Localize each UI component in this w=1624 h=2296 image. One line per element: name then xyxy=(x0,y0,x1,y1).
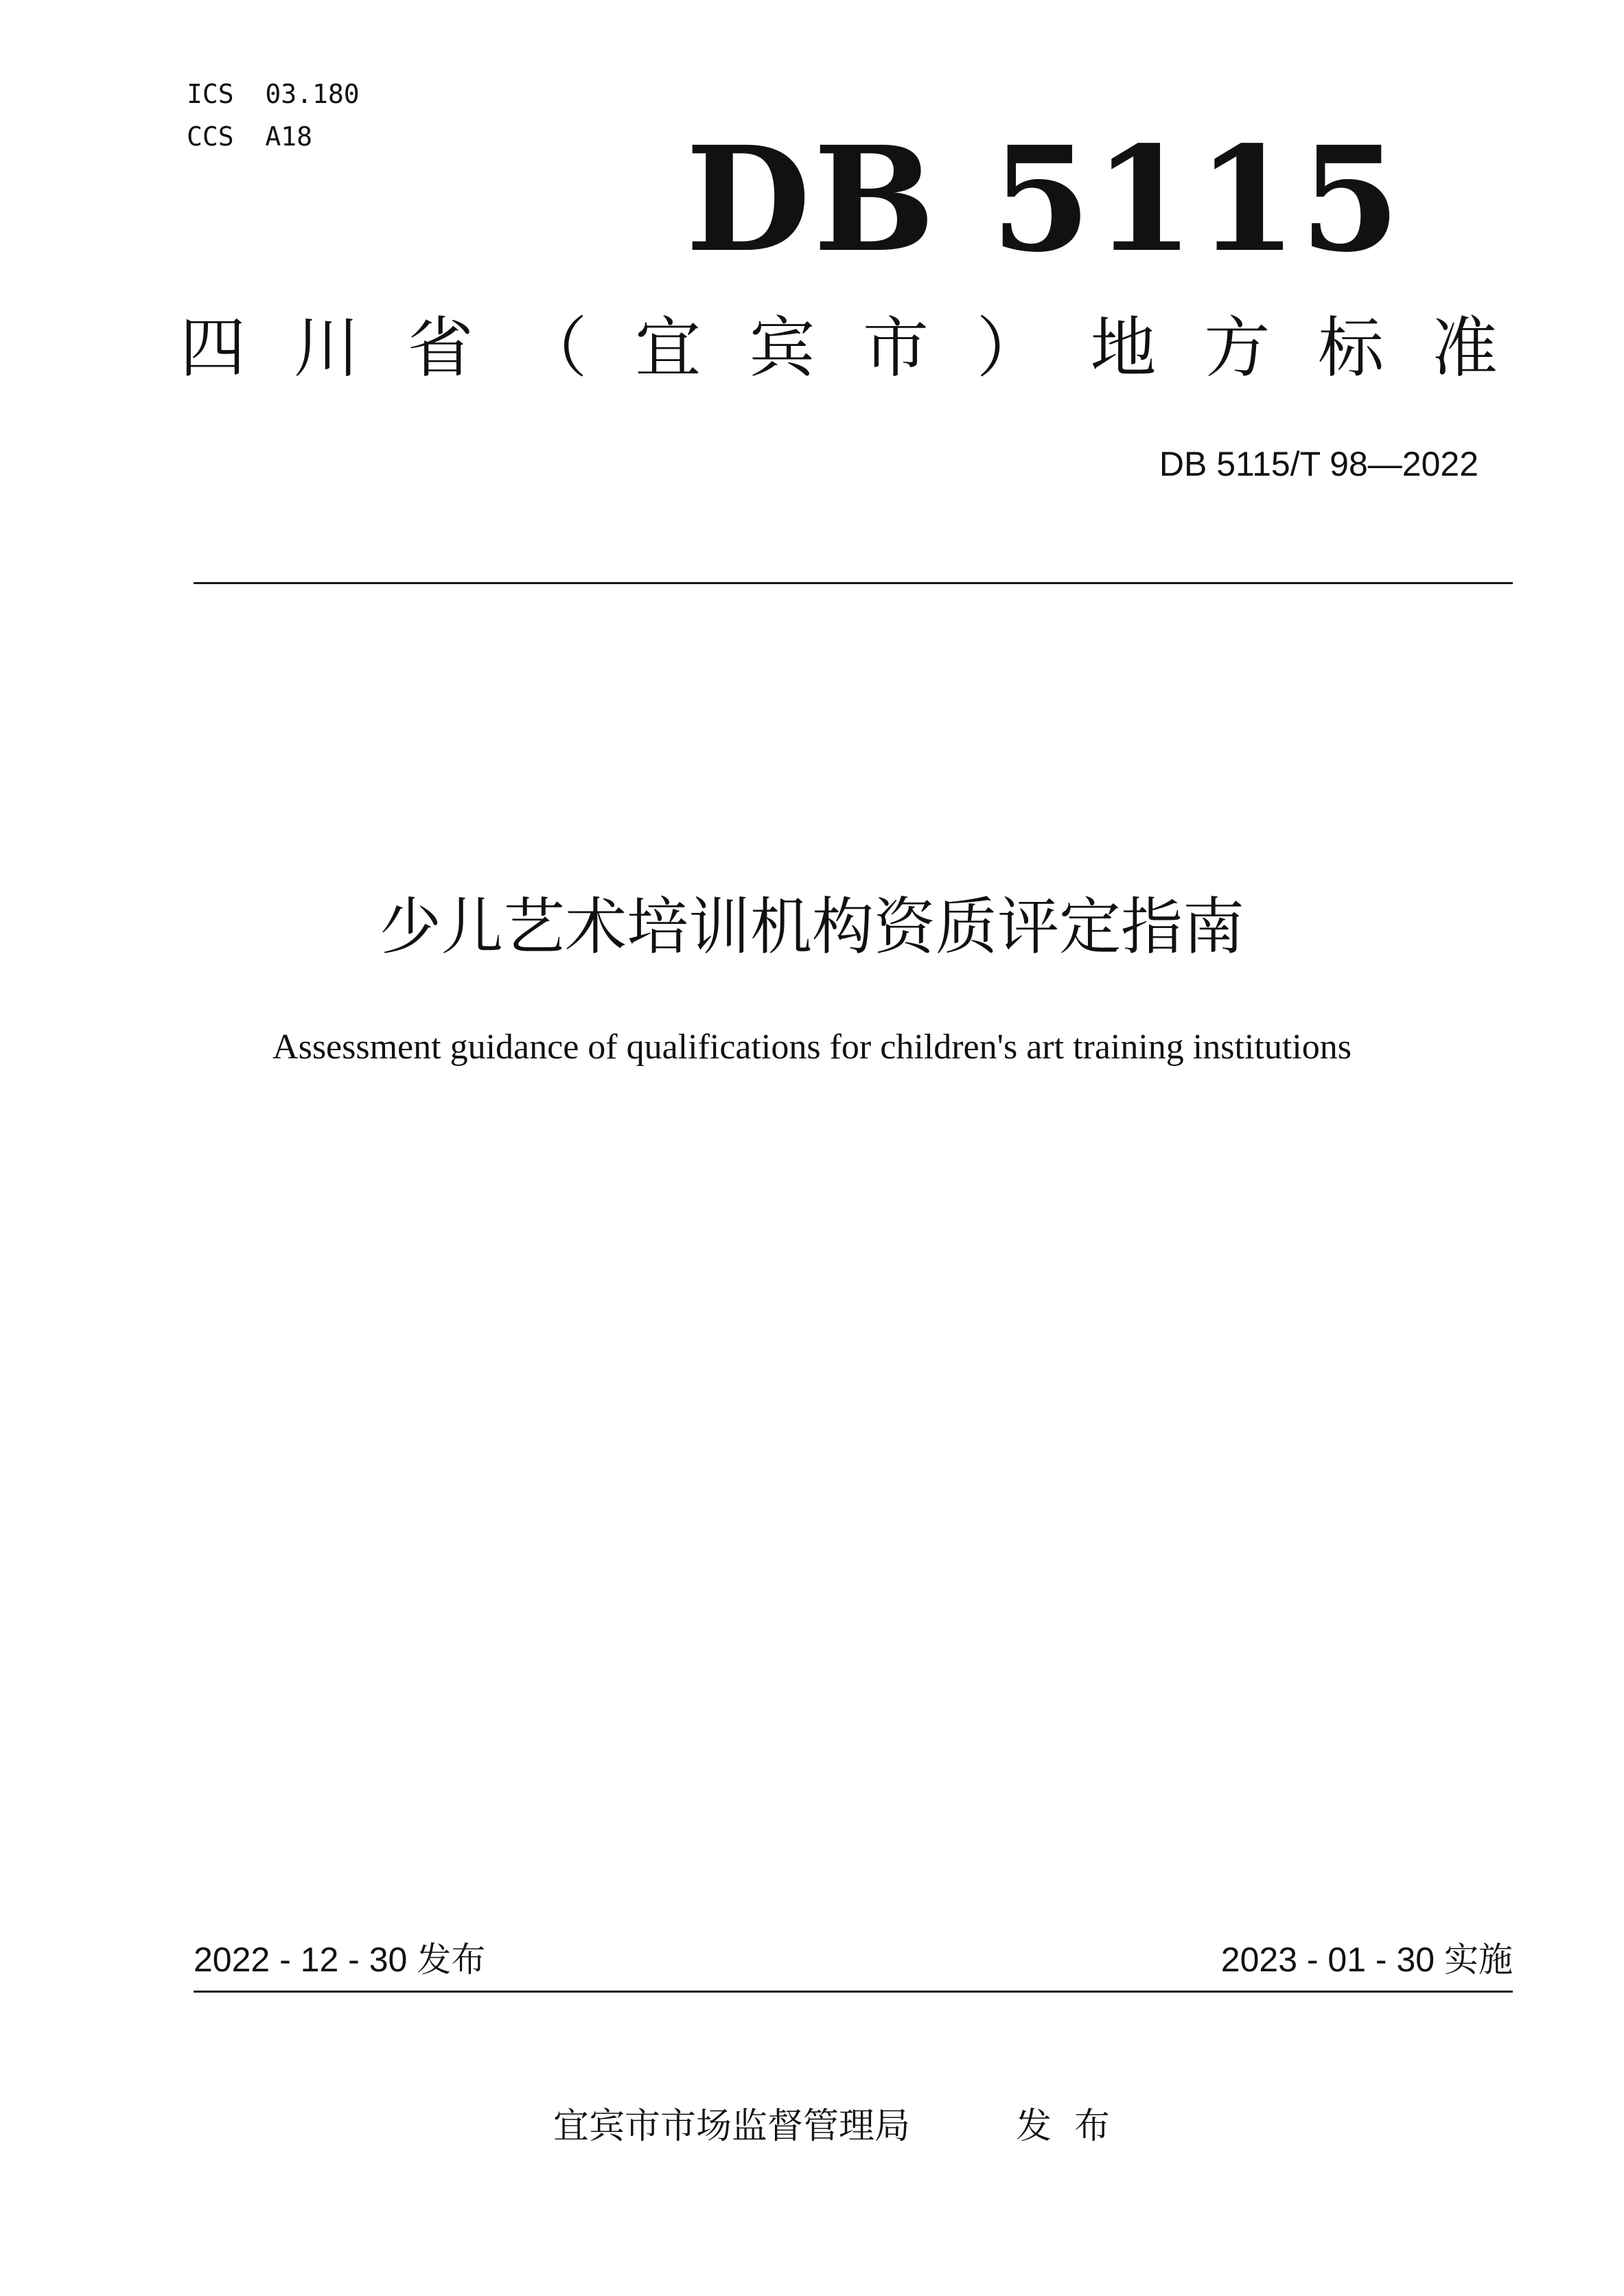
heading-char: ） xyxy=(976,310,1043,386)
standard-code-logo: DB 5115 xyxy=(685,115,1403,284)
ccs-code: CCS A18 xyxy=(187,121,313,152)
document-title-chinese: 少儿艺术培训机构资质评定指南 xyxy=(380,891,1244,963)
heading-char: 准 xyxy=(1431,310,1498,386)
heading-char: 方 xyxy=(1204,310,1271,386)
header-divider xyxy=(194,582,1513,584)
heading-char: 市 xyxy=(862,310,929,386)
heading-char: （ xyxy=(521,310,588,386)
heading-char: 四 xyxy=(180,310,246,386)
heading-char: 标 xyxy=(1318,310,1384,386)
implementation-date: 2023 - 01 - 30 实施 xyxy=(1220,1940,1513,1979)
heading-char: 宾 xyxy=(749,310,815,386)
publisher-name: 宜宾市市场监督管理局 xyxy=(553,2106,911,2147)
standard-number: DB 5115/T 98—2022 xyxy=(1159,445,1478,483)
heading-char: 川 xyxy=(293,310,360,386)
publish-label: 发 布 xyxy=(1016,2106,1111,2147)
standard-level-heading xyxy=(180,310,1498,386)
document-title-english: Assessment guidance of qualifications for children's art training institutions xyxy=(272,1028,1352,1067)
ics-code: ICS 03.180 xyxy=(187,79,360,109)
issue-date: 2022 - 12 - 30 发布 xyxy=(194,1940,486,1979)
heading-char: 地 xyxy=(1090,310,1157,386)
heading-char: 省 xyxy=(407,310,474,386)
footer-divider xyxy=(194,1991,1513,1993)
heading-char: 宜 xyxy=(635,310,701,386)
